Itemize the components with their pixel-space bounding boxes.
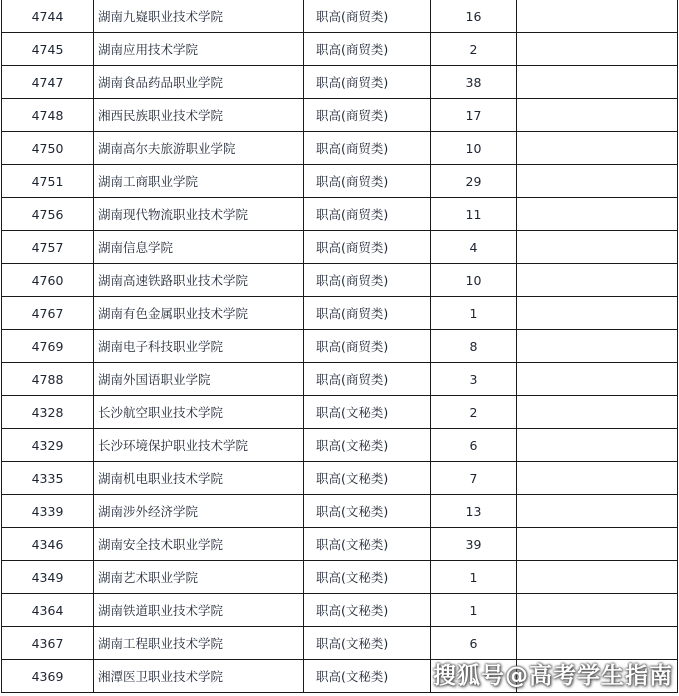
empty-cell (517, 132, 678, 165)
category-cell: 职高(商贸类) (304, 297, 431, 330)
school-code-cell: 4744 (2, 0, 94, 33)
school-code-cell: 4788 (2, 363, 94, 396)
table-row (2, 231, 678, 264)
school-name-cell: 湘西民族职业技术学院 (94, 99, 304, 132)
school-code-cell: 4756 (2, 198, 94, 231)
empty-cell (517, 429, 678, 462)
admission-table (1, 0, 678, 693)
table-row (2, 198, 678, 231)
table-body (2, 0, 678, 693)
category-cell: 职高(商贸类) (304, 33, 431, 66)
count-cell: 39 (431, 528, 517, 561)
count-cell: 11 (431, 198, 517, 231)
empty-cell (517, 528, 678, 561)
school-name-cell: 湖南工商职业学院 (94, 165, 304, 198)
school-name-cell: 湖南机电职业技术学院 (94, 462, 304, 495)
school-name-cell: 湖南艺术职业学院 (94, 561, 304, 594)
school-name-cell: 湖南现代物流职业技术学院 (94, 198, 304, 231)
count-cell: 4 (431, 231, 517, 264)
school-name-cell: 长沙航空职业技术学院 (94, 396, 304, 429)
table-row (2, 396, 678, 429)
empty-cell (517, 396, 678, 429)
school-name-cell: 湖南信息学院 (94, 231, 304, 264)
count-cell: 1 (431, 561, 517, 594)
table-row (2, 33, 678, 66)
category-cell: 职高(商贸类) (304, 66, 431, 99)
empty-cell (517, 330, 678, 363)
table-row (2, 0, 678, 33)
school-code-cell: 4769 (2, 330, 94, 363)
table-row (2, 561, 678, 594)
school-code-cell: 4757 (2, 231, 94, 264)
table-row (2, 462, 678, 495)
category-cell: 职高(文秘类) (304, 429, 431, 462)
empty-cell (517, 264, 678, 297)
category-cell: 职高(文秘类) (304, 594, 431, 627)
empty-cell (517, 297, 678, 330)
school-code-cell: 4745 (2, 33, 94, 66)
empty-cell (517, 363, 678, 396)
school-name-cell: 湖南食品药品职业学院 (94, 66, 304, 99)
school-code-cell: 4364 (2, 594, 94, 627)
count-cell: 16 (431, 0, 517, 33)
count-cell: 3 (431, 363, 517, 396)
table-row (2, 429, 678, 462)
school-name-cell: 湖南电子科技职业学院 (94, 330, 304, 363)
category-cell: 职高(商贸类) (304, 0, 431, 33)
category-cell: 职高(商贸类) (304, 132, 431, 165)
empty-cell (517, 99, 678, 132)
table-row (2, 165, 678, 198)
school-name-cell: 湖南涉外经济学院 (94, 495, 304, 528)
empty-cell (517, 0, 678, 33)
empty-cell (517, 495, 678, 528)
empty-cell (517, 165, 678, 198)
school-code-cell: 4748 (2, 99, 94, 132)
table-row (2, 528, 678, 561)
empty-cell (517, 66, 678, 99)
empty-cell (517, 198, 678, 231)
school-code-cell: 4339 (2, 495, 94, 528)
table-row (2, 627, 678, 660)
count-cell: 29 (431, 165, 517, 198)
school-code-cell: 4751 (2, 165, 94, 198)
category-cell: 职高(文秘类) (304, 627, 431, 660)
table-row (2, 495, 678, 528)
category-cell: 职高(商贸类) (304, 198, 431, 231)
table-row (2, 132, 678, 165)
school-code-cell: 4367 (2, 627, 94, 660)
table-row (2, 66, 678, 99)
school-code-cell: 4760 (2, 264, 94, 297)
count-cell: 17 (431, 99, 517, 132)
count-cell: 8 (431, 330, 517, 363)
school-name-cell: 湖南九嶷职业技术学院 (94, 0, 304, 33)
count-cell: 6 (431, 429, 517, 462)
empty-cell (517, 462, 678, 495)
count-cell: 38 (431, 66, 517, 99)
empty-cell (517, 33, 678, 66)
school-code-cell: 4369 (2, 660, 94, 693)
category-cell: 职高(文秘类) (304, 561, 431, 594)
table-row (2, 99, 678, 132)
count-cell: 10 (431, 132, 517, 165)
school-name-cell: 湖南有色金属职业技术学院 (94, 297, 304, 330)
category-cell: 职高(商贸类) (304, 363, 431, 396)
count-cell: 2 (431, 396, 517, 429)
empty-cell (517, 627, 678, 660)
school-code-cell: 4767 (2, 297, 94, 330)
empty-cell (517, 594, 678, 627)
school-code-cell: 4349 (2, 561, 94, 594)
school-code-cell: 4747 (2, 66, 94, 99)
school-name-cell: 湖南高尔夫旅游职业学院 (94, 132, 304, 165)
table-row (2, 297, 678, 330)
count-cell: 1 (431, 594, 517, 627)
watermark: 搜狐号@高考学生指南 (433, 663, 673, 689)
category-cell: 职高(商贸类) (304, 231, 431, 264)
school-name-cell: 湖南工程职业技术学院 (94, 627, 304, 660)
empty-cell (517, 561, 678, 594)
school-code-cell: 4346 (2, 528, 94, 561)
category-cell: 职高(商贸类) (304, 330, 431, 363)
count-cell: 13 (431, 495, 517, 528)
school-name-cell: 湖南高速铁路职业技术学院 (94, 264, 304, 297)
category-cell: 职高(文秘类) (304, 396, 431, 429)
table-row (2, 363, 678, 396)
empty-cell (517, 231, 678, 264)
school-name-cell: 长沙环境保护职业技术学院 (94, 429, 304, 462)
category-cell: 职高(文秘类) (304, 462, 431, 495)
school-name-cell: 湖南铁道职业技术学院 (94, 594, 304, 627)
school-name-cell: 湖南外国语职业学院 (94, 363, 304, 396)
category-cell: 职高(商贸类) (304, 264, 431, 297)
category-cell: 职高(文秘类) (304, 660, 431, 693)
category-cell: 职高(商贸类) (304, 165, 431, 198)
school-code-cell: 4750 (2, 132, 94, 165)
count-cell: 7 (431, 462, 517, 495)
count-cell: 1 (431, 297, 517, 330)
table-row (2, 594, 678, 627)
table-row (2, 264, 678, 297)
school-code-cell: 4329 (2, 429, 94, 462)
category-cell: 职高(文秘类) (304, 495, 431, 528)
school-name-cell: 湖南安全技术职业学院 (94, 528, 304, 561)
count-cell: 10 (431, 264, 517, 297)
school-code-cell: 4335 (2, 462, 94, 495)
school-code-cell: 4328 (2, 396, 94, 429)
school-name-cell: 湖南应用技术学院 (94, 33, 304, 66)
table-row (2, 330, 678, 363)
count-cell: 2 (431, 33, 517, 66)
count-cell: 6 (431, 627, 517, 660)
category-cell: 职高(商贸类) (304, 99, 431, 132)
school-name-cell: 湘潭医卫职业技术学院 (94, 660, 304, 693)
category-cell: 职高(文秘类) (304, 528, 431, 561)
